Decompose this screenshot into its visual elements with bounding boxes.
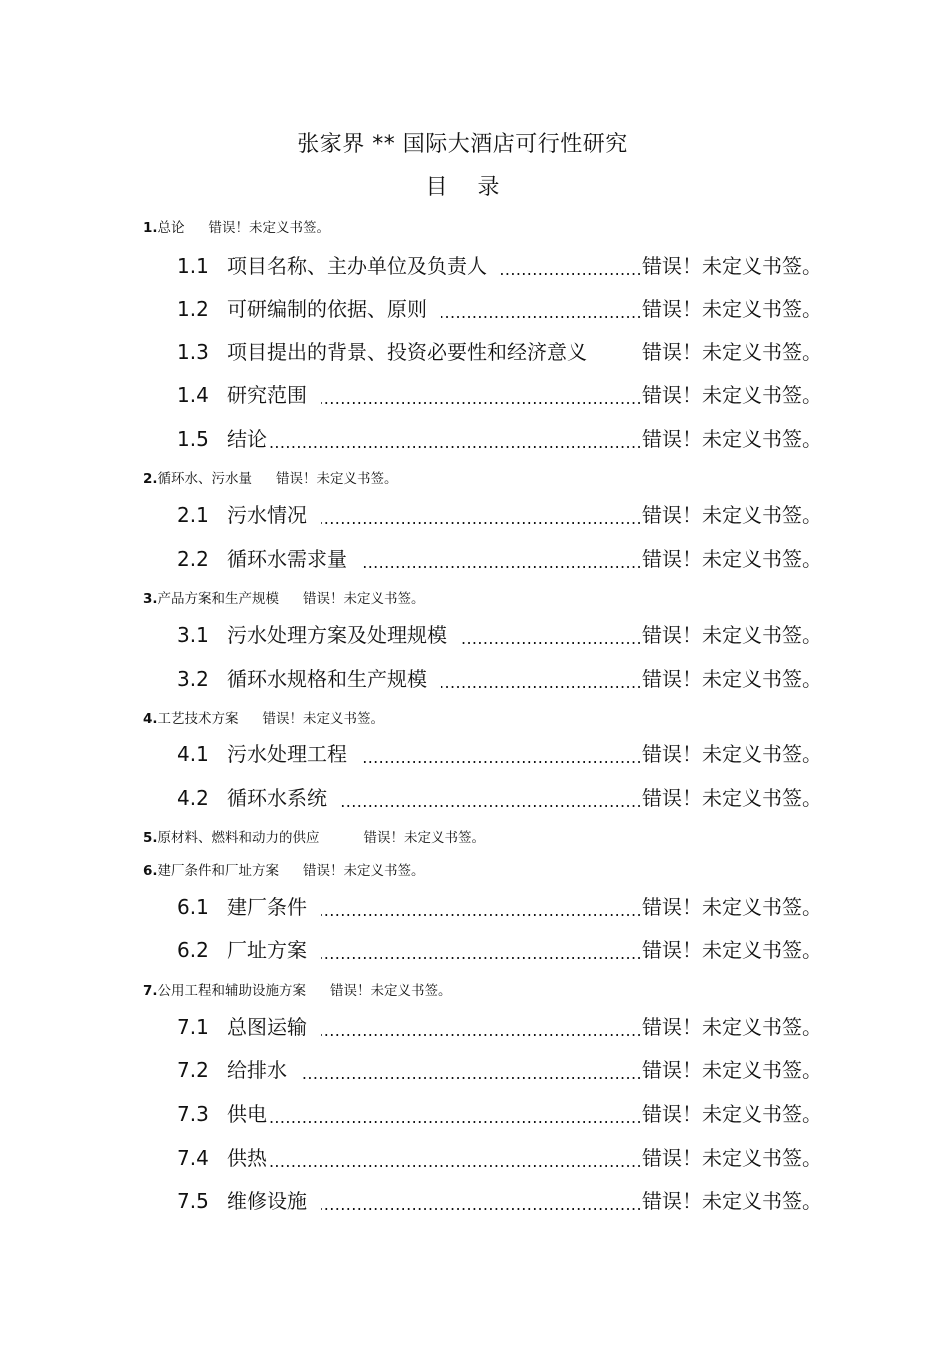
leader-dots	[601, 338, 642, 366]
toc-entry-1-4[interactable]: 1.4 研究范围 ..... 错误！未定义书签。	[177, 381, 822, 409]
leader-dots	[269, 425, 642, 453]
toc-entry-1[interactable]: 1.总论 错误！未定义书签。	[143, 220, 331, 236]
toc-entry-3-1[interactable]: 3.1 污水处理方案及处理规模 ..... 错误！未定义书签。	[177, 621, 822, 649]
leader-dots	[321, 936, 642, 964]
toc-entry-3[interactable]: 3.产品方案和生产规模 错误！未定义书签。	[143, 591, 425, 607]
toc-entry-6-2[interactable]: 6.2 厂址方案 ..... 错误！未定义书签。	[177, 936, 822, 964]
toc-entry-7-4[interactable]: 7.4 供热 ..... 错误！未定义书签。	[177, 1144, 822, 1172]
leader-dots	[361, 545, 642, 573]
toc-entry-2-2[interactable]: 2.2 循环水需求量 ..... 错误！未定义书签。	[177, 545, 822, 573]
leader-dots	[441, 665, 642, 693]
leader-dots	[269, 1144, 642, 1172]
toc-entry-5[interactable]: 5.原材料、燃料和动力的供应 错误！未定义书签。	[143, 830, 486, 846]
toc-entry-2[interactable]: 2.循环水、污水量 错误！未定义书签。	[143, 471, 398, 487]
leader-dots	[321, 1013, 642, 1041]
toc-entry-3-2[interactable]: 3.2 循环水规格和生产规模 ..... 错误！未定义书签。	[177, 665, 822, 693]
toc-entry-4-1[interactable]: 4.1 污水处理工程 ..... 错误！未定义书签。	[177, 740, 822, 768]
leader-dots	[341, 784, 642, 812]
toc-entry-6[interactable]: 6.建厂条件和厂址方案 错误！未定义书签。	[143, 863, 425, 879]
leader-dots	[321, 1187, 642, 1215]
document-title: 张家界 ** 国际大酒店可行性研究	[297, 132, 628, 157]
toc-entry-4-2[interactable]: 4.2 循环水系统 ..... 错误！未定义书签。	[177, 784, 822, 812]
leader-dots	[441, 295, 642, 323]
toc-entry-7-2[interactable]: 7.2 给排水 ..... 错误！未定义书签。	[177, 1056, 822, 1084]
leader-dots	[501, 252, 642, 280]
toc-entry-7-1[interactable]: 7.1 总图运输 ..... 错误！未定义书签。	[177, 1013, 822, 1041]
toc-entry-1-1[interactable]: 1.1 项目名称、主办单位及负责人 ..... 错误！未定义书签。	[177, 252, 822, 280]
leader-dots	[321, 501, 642, 529]
leader-dots	[461, 621, 642, 649]
leader-dots	[301, 1056, 642, 1084]
leader-dots	[321, 381, 642, 409]
toc-entry-7-5[interactable]: 7.5 维修设施 ..... 错误！未定义书签。	[177, 1187, 822, 1215]
toc-entry-4[interactable]: 4.工艺技术方案 错误！未定义书签。	[143, 711, 385, 727]
toc-entry-2-1[interactable]: 2.1 污水情况 ..... 错误！未定义书签。	[177, 501, 822, 529]
toc-entry-1-3[interactable]: 1.3 项目提出的背景、投资必要性和经济意义 错误！未定义书签。	[177, 340, 822, 364]
toc-entry-7[interactable]: 7.公用工程和辅助设施方案 错误！未定义书签。	[143, 983, 452, 999]
leader-dots	[361, 740, 642, 768]
leader-dots	[269, 1100, 642, 1128]
toc-entry-1-5[interactable]: 1.5 结论 ..... 错误！未定义书签。	[177, 425, 822, 453]
leader-dots	[321, 893, 642, 921]
toc-entry-6-1[interactable]: 6.1 建厂条件 ..... 错误！未定义书签。	[177, 893, 822, 921]
toc-heading: 目录	[425, 175, 530, 200]
toc-entry-1-2[interactable]: 1.2 可研编制的依据、原则 ..... 错误！未定义书签。	[177, 295, 822, 323]
toc-entry-7-3[interactable]: 7.3 供电 ..... 错误！未定义书签。	[177, 1100, 822, 1128]
